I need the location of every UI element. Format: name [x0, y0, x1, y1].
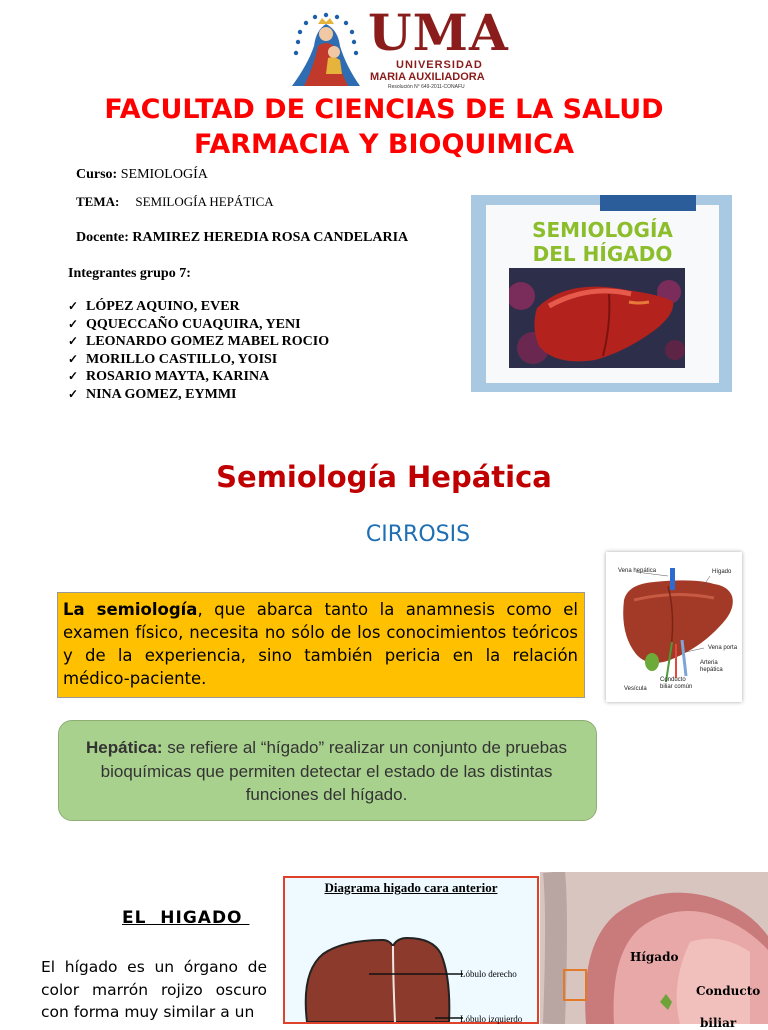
course-value: SEMIOLOGÍA [117, 167, 208, 182]
liver-photo-icon [509, 268, 685, 368]
faculty-title: FACULTAD DE CIENCIAS DE LA SALUD [104, 94, 664, 125]
label-hepatica: hepática [700, 667, 723, 673]
cirrosis-subheading: CIRROSIS [365, 522, 471, 547]
members-title: Integrantes grupo 7: [68, 266, 191, 281]
book-title-line1: SEMIOLOGÍA [532, 218, 673, 242]
logo-emblem-icon [288, 12, 366, 88]
member-name: MORILLO CASTILLO, YOISI [86, 351, 278, 367]
photo-label-biliar: biliar [700, 1016, 737, 1030]
label-vesicula: Vesícula [624, 686, 647, 692]
book-tab [600, 195, 696, 211]
higado-section-title: EL HIGADO [122, 908, 250, 928]
member-name: LÓPEZ AQUINO, EVER [86, 299, 240, 314]
course-info [76, 167, 208, 183]
label-biliar-comun: biliar común [660, 684, 693, 690]
logo-uma-text: UMA [368, 3, 509, 62]
list-item [68, 386, 329, 404]
anatomy-photo-icon [540, 872, 768, 1024]
anatomy-diagram [283, 876, 539, 1024]
logo-resolution-text: Resolución N° 649-2011-CONAFU [388, 84, 465, 90]
hepatica-text [64, 736, 589, 807]
member-name: QQUECCAÑO CUAQUIRA, YENI [86, 316, 301, 332]
member-name: LEONARDO GOMEZ MABEL ROCIO [86, 334, 330, 349]
higado-section-text: El hígado es un órgano de color marrón rojizo oscuro con forma muy similar a un [41, 958, 267, 1021]
check-icon: ✓ [68, 316, 79, 331]
semiologia-bold: La semiología [63, 600, 198, 619]
members-list [68, 298, 329, 403]
label-vena-porta: Vena porta [708, 645, 738, 651]
logo-full-name-text: MARIA AUXILIADORA [370, 71, 485, 83]
member-name: NINA GOMEZ, EYMMI [86, 386, 237, 402]
list-item [68, 333, 329, 351]
list-item [68, 298, 329, 316]
hepatica-bold: Hepática: [86, 738, 163, 757]
check-icon: ✓ [68, 351, 79, 366]
teacher-label: Docente: [76, 230, 129, 245]
list-item [68, 316, 329, 334]
check-icon: ✓ [68, 299, 79, 313]
label-vena-hepatica: Vena hepática [618, 568, 657, 574]
semiologia-text [63, 598, 578, 690]
logo-university-text: UNIVERSIDAD [396, 59, 483, 71]
teacher-value: RAMIREZ HEREDIA ROSA CANDELARIA [128, 230, 409, 245]
topic-label: TEMA: [76, 194, 120, 209]
label-lobulo-derecho: Lóbulo derecho [460, 969, 517, 979]
label-arteria: Arteria [700, 660, 718, 666]
topic-value: SEMILOGÍA HEPÁTICA [135, 194, 274, 209]
hepatica-rest: se refiere al “hígado” realizar un conjunto de pruebas bioquímicas que permiten detectar el estado de las distintas funciones del hígado. [100, 738, 567, 804]
course-label: Curso: [76, 167, 118, 182]
anatomy-title: Diagrama higado cara anterior [324, 880, 498, 895]
faculty-subtitle: FARMACIA Y BIOQUIMICA [193, 129, 575, 160]
label-conducto: Conducto [660, 677, 686, 683]
check-icon: ✓ [68, 334, 79, 348]
check-icon: ✓ [68, 369, 79, 383]
label-higado: Hígado [712, 569, 732, 575]
main-heading: Semiología Hepática [216, 460, 552, 494]
list-item [68, 351, 329, 369]
list-item [68, 368, 329, 386]
member-name: ROSARIO MAYTA, KARINA [86, 369, 270, 384]
photo-label-higado: Hígado [630, 950, 679, 964]
label-lobulo-izquierdo: Lóbulo izquierdo [460, 1014, 523, 1024]
teacher-info [76, 230, 408, 246]
liver-diagram [606, 552, 742, 702]
semiologia-rest: , que abarca tanto la anamnesis como el examen físico, necesita no sólo de los conocimientos teóricos y de la experiencia, sino también pericia en la relación médico-paciente. [63, 600, 578, 688]
topic-info [76, 194, 274, 210]
photo-label-conducto: Conducto [696, 984, 761, 998]
book-title-line2: DEL HÍGADO [532, 242, 673, 266]
check-icon: ✓ [68, 386, 79, 401]
